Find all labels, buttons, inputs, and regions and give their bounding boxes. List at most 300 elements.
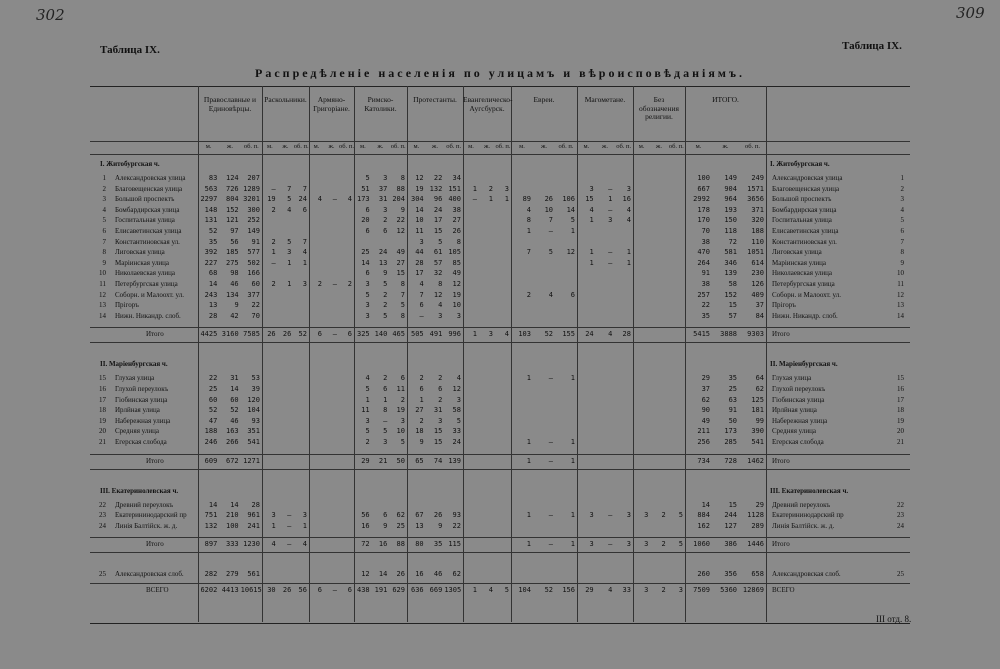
table-cell: 5: [548, 248, 553, 257]
table-cell: 252: [247, 216, 260, 225]
table-cell: 62: [755, 385, 764, 393]
row-number: 23: [99, 511, 106, 520]
table-cell: 91: [728, 406, 737, 415]
table-cell: 964: [724, 195, 737, 204]
header-rule: [90, 154, 910, 155]
table-cell: 29: [755, 500, 764, 509]
table-cell: 672: [226, 456, 239, 465]
table-cell: 29: [701, 374, 710, 383]
table-cell: 1: [589, 258, 594, 267]
table-cell: 28: [415, 258, 424, 267]
table-cell: 19: [396, 406, 405, 415]
table-cell: 12: [415, 174, 424, 182]
right-row-number: 16: [897, 385, 904, 393]
row-number: 9: [102, 258, 106, 267]
street-name: Лиговская улица: [115, 248, 165, 257]
total-rule: [90, 327, 910, 328]
table-cell: 37: [378, 184, 388, 193]
table-cell: 28: [251, 500, 260, 509]
table-cell: 904: [724, 184, 737, 193]
table-cell: 27: [415, 406, 424, 415]
column-subheader: м.: [519, 143, 525, 150]
table-cell: 3: [365, 311, 370, 320]
right-street-name: Бомбардирская улица: [772, 205, 837, 214]
column-subheader: м.: [468, 143, 474, 150]
table-cell: 4: [365, 374, 370, 383]
table-cell: 726: [226, 184, 239, 193]
row-number: 13: [99, 301, 106, 310]
table-cell: 409: [751, 290, 764, 299]
table-cell: 260: [697, 570, 710, 579]
table-cell: 16: [378, 540, 388, 549]
table-cell: 100: [226, 521, 239, 530]
table-cell: 3: [400, 416, 405, 425]
table-cell: 67: [415, 511, 424, 520]
right-street-name: Александровская улица: [772, 174, 843, 182]
table-cell: 3: [302, 511, 307, 520]
table-cell: 37: [755, 301, 764, 310]
row-number: 8: [102, 248, 106, 257]
table-cell: 6: [365, 269, 370, 278]
table-cell: 470: [697, 248, 710, 257]
column-subheader: ж.: [226, 143, 234, 150]
table-cell: 4: [302, 248, 307, 257]
page-title: Распредѣленіе населенія по улицамъ и вѣроисповѣданіямъ.: [255, 66, 745, 80]
column-group-header: Без обозначения религии.: [639, 95, 679, 122]
table-cell: 88: [396, 184, 405, 193]
street-name: Линія Балтійск. ж. д.: [115, 521, 178, 530]
street-name: Константиновская ул.: [115, 237, 180, 246]
table-cell: 24: [452, 438, 461, 446]
table-cell: 304: [411, 195, 424, 204]
table-cell: 22: [208, 374, 218, 383]
table-cell: 4: [419, 280, 424, 288]
table-cell: 26: [433, 511, 443, 520]
table-cell: 6: [365, 205, 370, 214]
table-cell: 285: [724, 438, 737, 446]
table-cell: 15: [396, 269, 405, 278]
right-row-number: 24: [897, 521, 904, 530]
table-cell: 9303: [747, 330, 764, 339]
table-cell: 18: [415, 427, 424, 436]
table-cell: 14: [566, 205, 575, 214]
table-cell: 561: [247, 570, 260, 579]
street-name: Соборн. и Малоохт. ул.: [115, 290, 184, 299]
column-subheader: об. п.: [293, 143, 309, 150]
table-cell: 1462: [747, 456, 764, 465]
right-row-number: 9: [900, 258, 904, 267]
table-cell: 4: [589, 205, 594, 214]
table-cell: 5: [365, 290, 370, 299]
street-name: Бомбардирская улица: [115, 205, 180, 214]
table-cell: 6: [383, 385, 388, 393]
table-cell: 4: [504, 330, 509, 339]
table-cell: 1: [626, 258, 631, 267]
table-cell: 22: [701, 301, 710, 310]
table-cell: 10: [544, 205, 553, 214]
row-number: 19: [99, 416, 106, 425]
table-cell: 3: [504, 184, 509, 193]
table-cell: 7509: [693, 586, 710, 595]
table-cell: 91: [251, 237, 260, 246]
table-cell: —: [608, 258, 613, 267]
table-cell: 3: [626, 511, 631, 520]
table-cell: 26: [282, 586, 292, 595]
table-cell: 140: [374, 330, 388, 339]
table-cell: 49: [452, 269, 461, 278]
table-cell: —: [608, 248, 613, 257]
table-cell: 2: [661, 540, 666, 549]
table-cell: 3: [589, 540, 594, 549]
column-subheader: ж.: [655, 143, 663, 150]
column-group-header: Магометане.: [584, 95, 626, 104]
table-cell: 25: [728, 385, 737, 393]
column-group-header: Армяно-Григоріане.: [313, 95, 350, 113]
table-cell: 249: [751, 174, 764, 182]
table-cell: 6: [383, 511, 388, 520]
table-cell: 897: [204, 540, 218, 549]
right-street-name: Древний переулокъ: [772, 500, 831, 509]
column-group-header: Раскольники.: [264, 95, 307, 104]
table-cell: 8: [456, 237, 461, 246]
column-rule: [766, 86, 767, 622]
street-name: Александровская слоб.: [115, 570, 184, 579]
right-row-number: 1: [900, 174, 904, 182]
table-cell: —: [332, 586, 337, 595]
table-cell: 27: [396, 258, 405, 267]
street-name: Госпитальная улица: [115, 216, 175, 225]
header-rule: [90, 141, 910, 142]
row-number: 18: [99, 406, 106, 415]
table-cell: 7: [419, 290, 424, 299]
table-cell: 2: [488, 184, 493, 193]
table-cell: 275: [226, 258, 239, 267]
table-cell: 7585: [243, 330, 260, 339]
table-cell: 1: [589, 248, 594, 257]
table-cell: 185: [226, 248, 239, 257]
table-cell: 3: [644, 511, 649, 520]
street-name: Екатерининодарский пр: [115, 511, 187, 520]
table-cell: 25: [208, 385, 218, 393]
table-cell: 256: [697, 438, 710, 446]
table-cell: 26: [282, 330, 292, 339]
table-cell: 392: [204, 248, 218, 257]
total-rule: [90, 342, 910, 343]
table-cell: 57: [728, 311, 737, 320]
column-subheader: м.: [266, 143, 273, 150]
table-cell: 4: [347, 195, 352, 204]
row-number: 15: [99, 374, 106, 383]
table-cell: 134: [226, 290, 239, 299]
table-cell: 12869: [742, 586, 764, 595]
table-cell: 121: [226, 216, 239, 225]
table-cell: 52: [544, 330, 553, 339]
table-cell: 14: [415, 205, 424, 214]
street-name: Большой проспектъ: [115, 195, 175, 204]
table-cell: 609: [204, 456, 218, 465]
table-cell: 14: [208, 280, 218, 288]
table-cell: 28: [622, 330, 631, 339]
table-cell: 996: [448, 330, 461, 339]
right-row-number: 14: [897, 311, 904, 320]
table-cell: 282: [204, 570, 218, 579]
table-cell: 6: [400, 374, 405, 383]
table-cell: —: [548, 511, 553, 520]
row-number: 5: [102, 216, 106, 225]
right-street-name: Большой проспектъ: [772, 195, 832, 204]
table-cell: 103: [518, 330, 531, 339]
table-cell: 1289: [243, 184, 260, 193]
table-cell: 27: [452, 216, 461, 225]
table-cell: 38: [452, 205, 461, 214]
table-cell: 9: [400, 205, 405, 214]
table-cell: 65: [415, 456, 424, 465]
street-name: Древний переулокъ: [115, 500, 174, 509]
table-cell: 106: [562, 195, 575, 204]
table-cell: 6: [383, 227, 388, 235]
table-cell: 83: [208, 174, 218, 182]
table-cell: 3: [456, 395, 461, 404]
column-rule: [309, 86, 310, 622]
table-cell: 15: [433, 427, 443, 436]
footnote: III отд. 8.: [876, 614, 912, 624]
row-number: 25: [99, 570, 106, 579]
right-street-name: Благовещенская улица: [772, 184, 840, 193]
table-cell: 46: [433, 570, 443, 579]
table-cell: 64: [755, 374, 764, 383]
table-cell: —: [608, 511, 613, 520]
street-name: Глухая улица: [115, 374, 155, 383]
table-cell: 98: [230, 269, 239, 278]
table-cell: 8: [400, 174, 405, 182]
table-cell: 3: [383, 205, 388, 214]
table-cell: 34: [452, 174, 461, 182]
table-cell: 124: [226, 174, 239, 182]
right-street-name: Петербургская улица: [772, 280, 835, 288]
column-subheader: ж.: [328, 143, 335, 150]
table-cell: 38: [701, 280, 710, 288]
right-street-name: Николаевская улица: [772, 269, 832, 278]
street-name: Нижн. Никандр. слоб.: [115, 311, 181, 320]
table-cell: 166: [247, 269, 260, 278]
table-cell: 6: [570, 290, 575, 299]
table-cell: 149: [247, 227, 260, 235]
right-street-name: Ирлйная улица: [772, 406, 817, 415]
table-cell: 320: [751, 216, 764, 225]
table-cell: 2: [365, 438, 370, 446]
table-cell: —: [287, 540, 292, 549]
table-cell: 3: [383, 438, 388, 446]
table-cell: 84: [755, 311, 764, 320]
right-section-title: I. Житобургская ч.: [770, 160, 830, 168]
column-subheader: об. п.: [558, 143, 574, 150]
table-cell: 541: [751, 438, 764, 446]
table-cell: 14: [230, 385, 239, 393]
right-row-number: 19: [897, 416, 904, 425]
right-street-name: Прігоръ: [772, 301, 796, 310]
table-cell: 15: [433, 227, 443, 235]
table-cell: 188: [751, 227, 764, 235]
table-cell: 15: [585, 195, 594, 204]
table-cell: 3: [589, 184, 594, 193]
table-cell: 173: [724, 427, 737, 436]
table-cell: 170: [697, 216, 710, 225]
table-cell: 6: [347, 586, 352, 595]
right-row-number: 11: [897, 280, 904, 288]
table-cell: 26: [452, 227, 461, 235]
right-street-name: Госпитальная улица: [772, 216, 832, 225]
table-cell: 3201: [243, 195, 260, 204]
table-cell: 3: [419, 237, 424, 246]
column-subheader: м.: [638, 143, 645, 150]
table-cell: 139: [724, 269, 737, 278]
table-cell: 51: [361, 184, 370, 193]
table-cell: 163: [226, 427, 239, 436]
table-cell: —: [332, 280, 337, 288]
table-cell: 1: [626, 248, 631, 257]
table-cell: 1060: [693, 540, 710, 549]
right-street-name: Нижн. Никандр. слоб.: [772, 311, 838, 320]
table-cell: 1230: [243, 540, 260, 549]
table-cell: 1571: [747, 184, 764, 193]
row-number: 2: [102, 184, 106, 193]
table-cell: 5: [438, 237, 443, 246]
table-cell: —: [287, 521, 292, 530]
column-subheader: ж.: [431, 143, 439, 150]
table-cell: 16: [622, 195, 631, 204]
table-cell: 667: [697, 184, 710, 193]
table-cell: 29: [585, 586, 594, 595]
column-subheader: ж.: [282, 143, 289, 150]
column-subheader: м.: [695, 143, 702, 150]
column-group-header: Протестанты.: [413, 95, 457, 104]
table-cell: 325: [357, 330, 370, 339]
table-cell: 3: [365, 280, 370, 288]
table-cell: 1271: [243, 456, 260, 465]
table-cell: 57: [433, 258, 443, 267]
table-cell: 19: [415, 184, 424, 193]
table-cell: 7: [302, 237, 307, 246]
table-cell: 207: [247, 174, 260, 182]
table-cell: 3: [626, 184, 631, 193]
table-cell: 72: [361, 540, 370, 549]
table-cell: 11: [415, 227, 424, 235]
table-cell: 7: [400, 290, 405, 299]
table-cell: 37: [701, 385, 710, 393]
table-cell: 52: [208, 406, 218, 415]
table-cell: 24: [298, 195, 307, 204]
table-cell: 44: [415, 248, 424, 257]
table-cell: 99: [755, 416, 764, 425]
table-cell: —: [608, 205, 613, 214]
right-row-number: 8: [900, 248, 904, 257]
right-row-number: 15: [897, 374, 904, 383]
street-name: Маріинская улица: [115, 258, 170, 267]
street-name: Петербургская улица: [115, 280, 178, 288]
table-cell: 2: [383, 301, 388, 310]
table-cell: 150: [724, 216, 737, 225]
table-cell: 581: [724, 248, 737, 257]
table-cell: 5: [570, 216, 575, 225]
table-cell: 9: [383, 269, 388, 278]
table-cell: 12: [566, 248, 575, 257]
table-cell: 377: [247, 290, 260, 299]
table-cell: 6: [365, 227, 370, 235]
table-cell: 400: [448, 195, 461, 204]
street-name: Глухой переулокъ: [115, 385, 169, 393]
table-cell: 491: [429, 330, 443, 339]
table-cell: 53: [251, 374, 260, 383]
table-cell: 3160: [221, 330, 239, 339]
table-cell: 110: [751, 237, 764, 246]
right-row-number: 18: [897, 406, 904, 415]
table-cell: 1: [526, 374, 531, 383]
right-street-name: Лиговская улица: [772, 248, 822, 257]
table-cell: 29: [361, 456, 370, 465]
table-cell: —: [548, 540, 553, 549]
table-cell: 5: [287, 237, 292, 246]
total-label: Итого: [146, 330, 164, 339]
table-cell: 7: [526, 248, 531, 257]
table-cell: 16: [415, 570, 424, 579]
table-cell: 152: [226, 205, 239, 214]
right-street-name: Елисаветинская улица: [772, 227, 839, 235]
table-cell: 14: [701, 500, 710, 509]
table-cell: 1: [488, 195, 493, 204]
table-cell: 49: [396, 248, 405, 257]
street-name: Прігоръ: [115, 301, 139, 310]
table-cell: 19: [267, 195, 276, 204]
table-cell: 4: [626, 216, 631, 225]
table-cell: 74: [433, 456, 443, 465]
table-cell: 61: [433, 248, 443, 257]
table-cell: 5: [383, 280, 388, 288]
section-title: I. Житобургская ч.: [100, 160, 160, 168]
table-cell: 62: [701, 395, 710, 404]
table-cell: 3: [589, 511, 594, 520]
table-cell: 3: [644, 586, 649, 595]
table-cell: —: [548, 456, 553, 465]
table-cell: 629: [392, 586, 405, 595]
table-cell: 5: [400, 301, 405, 310]
page-mark-right: 309: [956, 4, 985, 22]
street-name: Николаевская улица: [115, 269, 175, 278]
right-street-name: Константиновская ул.: [772, 237, 837, 246]
grand-total-rule: [90, 583, 910, 584]
table-cell: 3: [608, 216, 613, 225]
table-cell: 1: [419, 395, 424, 404]
table-cell: 390: [751, 427, 764, 436]
table-cell: 91: [701, 269, 710, 278]
table-cell: 24: [433, 205, 443, 214]
row-number: 16: [99, 385, 106, 393]
table-cell: 16: [361, 521, 370, 530]
column-group-header: ИТОГО.: [712, 95, 739, 104]
table-cell: 1: [365, 395, 370, 404]
table-cell: 264: [697, 258, 710, 267]
right-row-number: 25: [897, 570, 904, 579]
total-label: Итого: [146, 540, 164, 549]
right-row-number: 6: [900, 227, 904, 235]
table-cell: 100: [697, 174, 710, 182]
table-cell: 541: [247, 438, 260, 446]
table-cell: 2: [271, 280, 276, 288]
column-group-header: Евангелическо-Аугсбурск.: [463, 95, 513, 113]
table-cell: 14: [230, 500, 239, 509]
table-cell: 125: [751, 395, 764, 404]
table-cell: —: [548, 438, 553, 446]
table-cell: —: [332, 195, 337, 204]
